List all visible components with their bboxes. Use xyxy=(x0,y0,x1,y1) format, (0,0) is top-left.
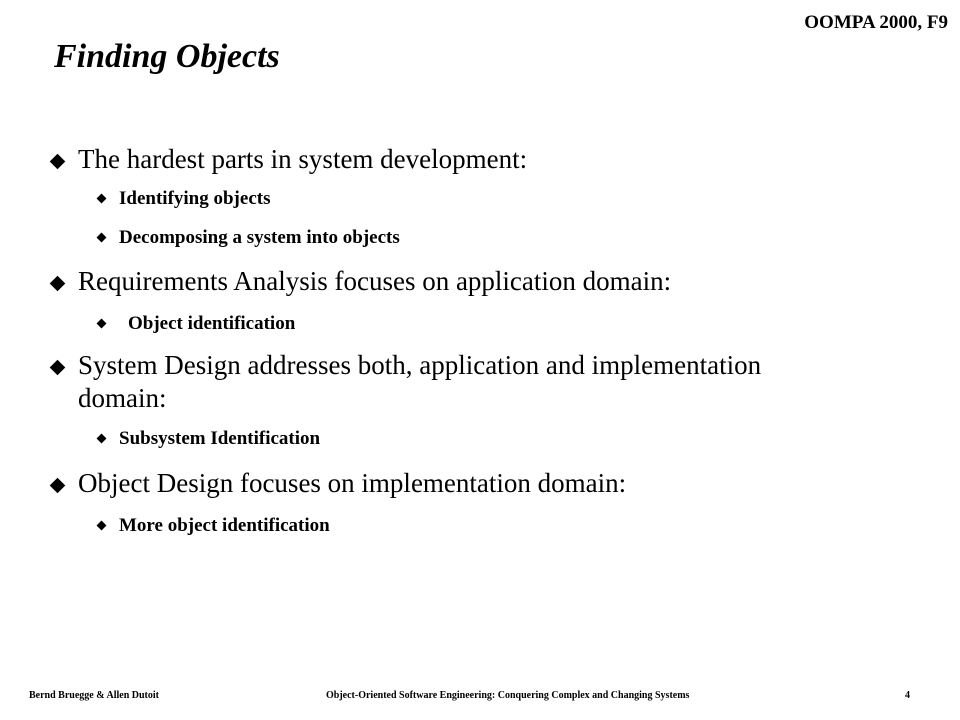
small-diamond-bullet-icon xyxy=(97,319,107,329)
small-diamond-bullet-icon xyxy=(97,521,107,531)
bullet-text: Object Design focuses on implementation domain: xyxy=(78,468,627,498)
diamond-bullet-icon xyxy=(50,276,66,292)
diamond-bullet-icon xyxy=(50,478,66,494)
small-diamond-bullet-icon xyxy=(97,434,107,444)
diamond-bullet-icon xyxy=(50,360,66,376)
footer-authors: Bernd Bruegge & Allen Dutoit xyxy=(29,690,159,701)
sub-bullet-text: More object identification xyxy=(119,515,330,536)
small-diamond-bullet-icon xyxy=(97,194,107,204)
small-diamond-bullet-icon xyxy=(97,233,107,243)
bullet-text: System Design addresses both, application and implementation xyxy=(78,350,762,380)
bullet-text: The hardest parts in system development: xyxy=(78,144,528,174)
course-label: OOMPA 2000, F9 xyxy=(804,12,948,33)
sub-bullet-text: Decomposing a system into objects xyxy=(119,227,400,248)
diamond-bullet-icon xyxy=(50,154,66,170)
footer-book-title: Object-Oriented Software Engineering: Conquering Complex and Changing Systems xyxy=(326,690,690,701)
bullet-text: domain: xyxy=(78,383,167,413)
sub-bullet-text: Subsystem Identification xyxy=(119,428,321,449)
page-number: 4 xyxy=(905,690,910,701)
slide-title: Finding Objects xyxy=(54,38,280,75)
sub-bullet-text: Identifying objects xyxy=(119,188,271,209)
bullet-text: Requirements Analysis focuses on application domain: xyxy=(78,266,672,296)
sub-bullet-text: Object identification xyxy=(128,313,296,334)
